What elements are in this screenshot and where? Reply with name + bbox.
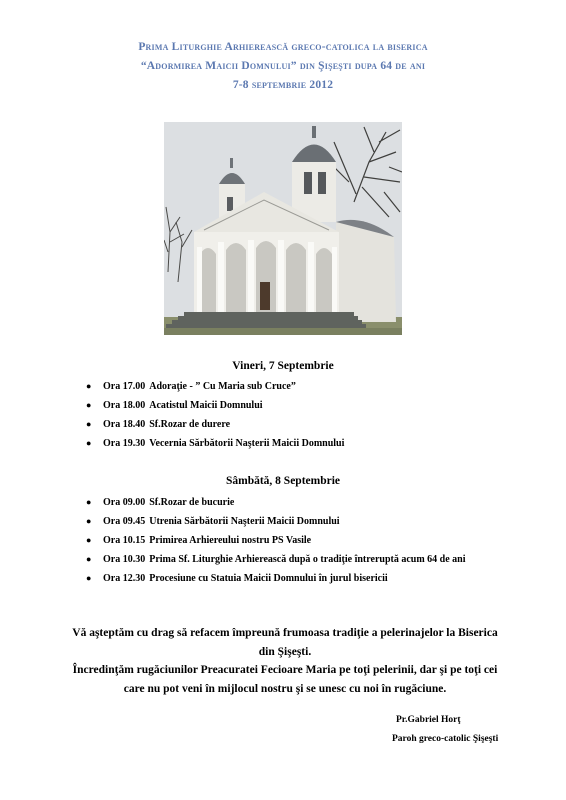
day1-heading: Vineri, 7 Septembrie [232, 360, 334, 372]
bullet-icon: ● [86, 400, 92, 410]
item-text: Sf.Rozar de durere [149, 419, 231, 430]
closing-line: din Şişeşti. [258, 645, 312, 658]
list-item [86, 550, 466, 569]
item-text: Acatistul Maicii Domnului [149, 400, 263, 411]
bullet-icon: ● [86, 497, 92, 507]
header-title-line: Prima Liturghie Arhierească greco-catolica la biserica [138, 41, 428, 53]
item-time: Ora 18.00 [103, 400, 146, 411]
item-time: Ora 18.40 [103, 419, 146, 430]
item-text: Procesiune cu Statuia Maicii Domnului în jurul bisericii [149, 573, 388, 584]
item-text: Vecernia Sărbătorii Naşterii Maicii Domnului [149, 438, 345, 449]
bullet-icon: ● [86, 419, 92, 429]
list-item [86, 493, 466, 512]
closing-message [40, 624, 530, 698]
list-item [86, 396, 344, 415]
list-item [86, 569, 466, 588]
item-time: Ora 19.30 [103, 438, 146, 449]
list-item [86, 377, 344, 396]
item-text: Utrenia Sărbătorii Naşterii Maicii Domnului [149, 516, 340, 527]
bullet-icon: ● [86, 438, 92, 448]
item-text: Adoraţie - ” Cu Maria sub Cruce” [149, 381, 296, 392]
document-header [0, 38, 566, 95]
item-time: Ora 09.00 [103, 497, 146, 508]
list-item [86, 531, 466, 550]
header-date-line: 7-8 septembrie 2012 [232, 79, 334, 91]
header-subtitle-line: “Adormirea Maicii Domnului” din Şişeşti dupa 64 de ani [140, 60, 426, 72]
signature-role: Paroh greco-catolic Şişeşti [392, 734, 499, 744]
church-photo [164, 122, 402, 335]
bullet-icon: ● [86, 516, 92, 526]
item-time: Ora 17.00 [103, 381, 146, 392]
list-item [86, 512, 466, 531]
signature-block [392, 711, 498, 749]
bullet-icon: ● [86, 381, 92, 391]
list-item [86, 415, 344, 434]
day2-schedule-list [86, 493, 466, 588]
signature-name: Pr.Gabriel Horţ [396, 715, 461, 725]
closing-line: Vă aşteptăm cu drag să refacem împreună frumoasa tradiţie a pelerinajelor la Biserica [72, 627, 498, 639]
item-time: Ora 10.15 [103, 535, 146, 546]
bullet-icon: ● [86, 535, 92, 545]
day2-heading: Sâmbătă, 8 Septembrie [225, 475, 341, 487]
item-text: Prima Sf. Liturghie Arhierească după o tradiţie întreruptă acum 64 de ani [149, 554, 466, 565]
item-text: Sf.Rozar de bucurie [149, 497, 235, 508]
closing-line: care nu pot veni în mijlocul nostru şi se unesc cu noi în rugăciune. [123, 682, 447, 695]
item-time: Ora 12.30 [103, 573, 146, 584]
closing-line: Încredinţăm rugăciunilor Preacuratei Fecioare Maria pe toţi pelerinii, dar şi pe toţi cei [72, 664, 498, 676]
item-time: Ora 10.30 [103, 554, 146, 565]
day1-schedule-list [86, 377, 344, 453]
list-item [86, 434, 344, 453]
item-time: Ora 09.45 [103, 516, 146, 527]
item-text: Primirea Arhiereului nostru PS Vasile [149, 535, 312, 546]
bullet-icon: ● [86, 573, 92, 583]
bullet-icon: ● [86, 554, 92, 564]
